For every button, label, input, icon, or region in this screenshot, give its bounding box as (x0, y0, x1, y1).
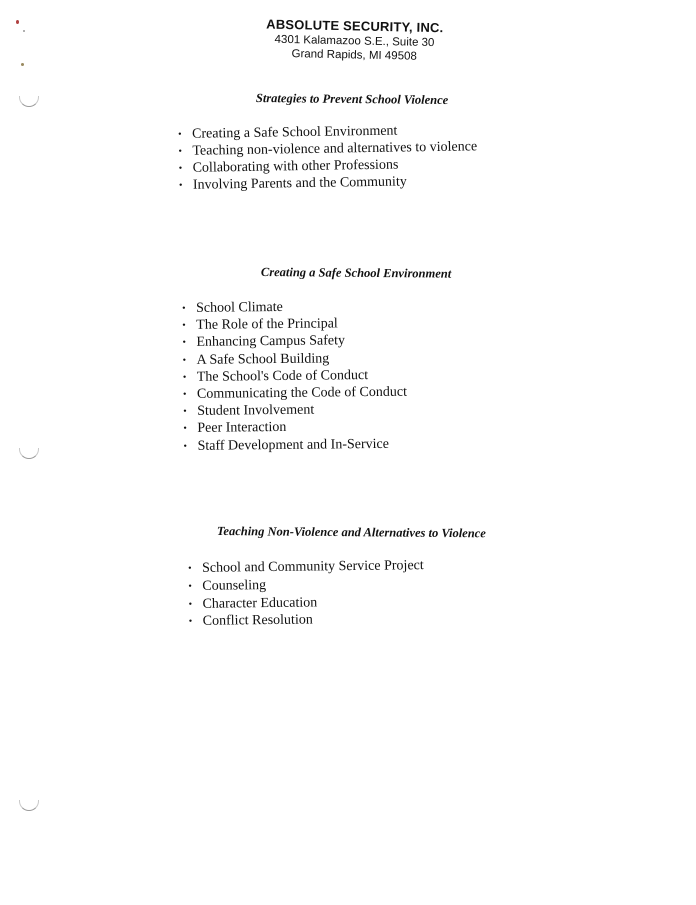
bullet: • (178, 162, 183, 174)
binder-hole (19, 96, 39, 107)
list-item-text: A Safe School Building (196, 351, 330, 368)
list-item (183, 435, 407, 455)
bullet: • (182, 371, 187, 383)
letterhead (239, 16, 470, 65)
bullet: • (188, 562, 192, 574)
list-item-text: School and Community Service Project (202, 558, 424, 576)
bullet: • (178, 128, 182, 140)
bullet: • (178, 179, 183, 191)
scan-speck (16, 20, 19, 24)
address-street: 4301 Kalamazoo S.E., Suite 30 (274, 33, 435, 50)
section-heading: Teaching Non-Violence and Alternatives to Violence (216, 524, 486, 541)
list-item-text: Counseling (202, 577, 267, 594)
list-item (189, 611, 425, 632)
list-item-text: Staff Development and In-Service (197, 436, 390, 454)
list-item-text: Conflict Resolution (202, 612, 313, 630)
bullet: • (182, 354, 187, 366)
list-item-text: The School's Code of Conduct (196, 367, 369, 385)
list-item-text: The Role of the Principal (196, 316, 338, 334)
binder-hole (19, 800, 39, 811)
section-list (182, 298, 408, 455)
list-item (179, 172, 478, 194)
list-item-text: Student Involvement (197, 402, 315, 419)
bullet: • (182, 320, 186, 332)
list-item-text: Communicating the Code of Conduct (196, 384, 408, 402)
bullet: • (182, 388, 187, 400)
scan-speck (23, 30, 25, 32)
company-name: ABSOLUTE SECURITY, INC. (266, 16, 444, 36)
list-item-text: Creating a Safe School Environment (192, 123, 398, 142)
bullet: • (183, 423, 187, 435)
bullet: • (182, 302, 186, 314)
section-heading: Strategies to Prevent School Violence (255, 91, 449, 108)
section-list (178, 121, 478, 194)
binder-hole (19, 448, 39, 459)
scan-speck (21, 63, 24, 66)
bullet: • (188, 598, 193, 610)
bullet: • (183, 406, 187, 418)
bullet: • (188, 580, 192, 592)
bullet: • (183, 440, 188, 452)
bullet: • (188, 616, 193, 628)
address-city: Grand Rapids, MI 49508 (291, 48, 417, 63)
list-item-text: Character Education (202, 595, 318, 612)
bullet: • (178, 145, 183, 157)
list-item-text: Enhancing Campus Safety (196, 333, 346, 351)
bullet: • (182, 337, 187, 349)
list-item-text: Collaborating with other Professions (192, 157, 399, 176)
list-item-text: Peer Interaction (197, 420, 287, 437)
section-list (188, 557, 424, 631)
list-item-text: Involving Parents and the Community (192, 174, 407, 193)
list-item-text: School Climate (196, 299, 283, 316)
section-heading: Creating a Safe School Environment (260, 265, 452, 281)
list-item-text: Teaching non-violence and alternatives to violence (192, 139, 478, 159)
